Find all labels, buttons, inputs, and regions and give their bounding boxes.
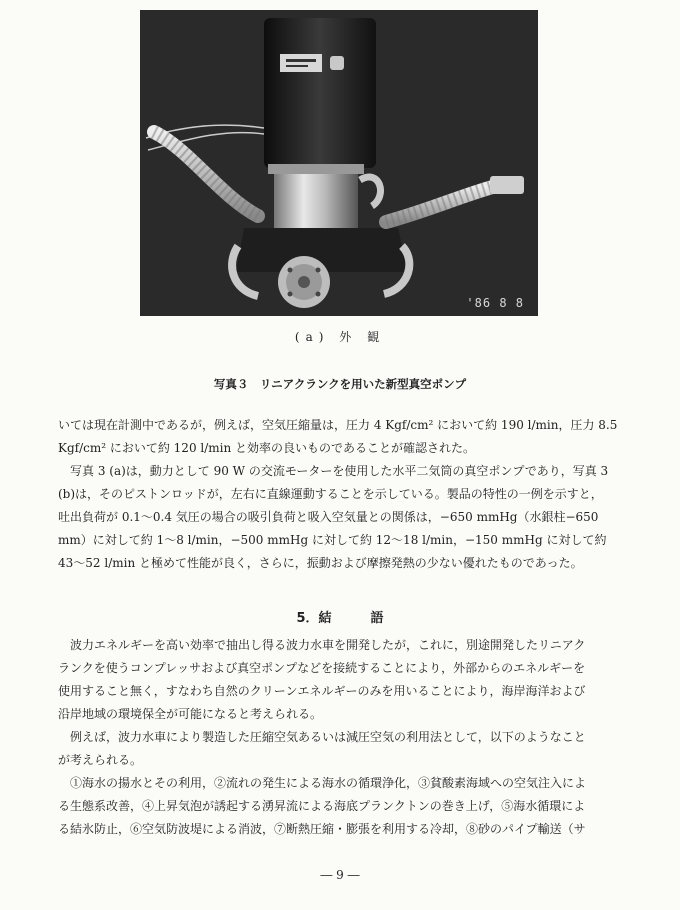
- text-line: Kgf/cm² において約 120 l/min と効率の良いものであることが確認された。: [58, 441, 476, 455]
- text-line: る結氷防止，⑥空気防波堤による消波，⑦断熱圧縮・膨張を利用する冷却，⑧砂のパイプ輸送（サ: [58, 822, 586, 836]
- page-number: ― 9 ―: [320, 868, 360, 882]
- paragraph-5: [58, 772, 630, 841]
- paragraph-2: [58, 460, 630, 575]
- text-line: 波力エネルギーを高い効率で抽出し得る波力水車を開発したが，これに，別途開発したリニアク: [70, 638, 586, 652]
- photo-subcaption: (a) 外 観: [294, 330, 386, 344]
- text-line: 例えば，波力水車により製造した圧縮空気あるいは減圧空気の利用法として，以下のようなこと: [70, 730, 586, 744]
- text-line: (b)は，そのピストンロッドが，左右に直線運動することを示している。製品の特性の一例を示すと，: [58, 487, 603, 501]
- pump-photo: [140, 10, 538, 316]
- vacuum-pump-image: [140, 10, 538, 316]
- text-line: ランクを使うコンプレッサおよび真空ポンプなどを接続することにより，外部からのエネルギーを: [58, 661, 586, 675]
- paragraph-4: [58, 726, 630, 772]
- photo-caption: 写真３ リニアクランクを用いた新型真空ポンプ: [213, 377, 467, 391]
- date-stamp: '86 8 8: [466, 296, 524, 310]
- text-line: ①海水の揚水とその利用，②流れの発生による海水の循環浄化，③貧酸素海域への空気注入によ: [70, 776, 587, 790]
- paragraph-3: [58, 634, 630, 726]
- text-line: 使用すること無く，すなわち自然のクリーンエネルギーのみを用いることにより，海岸海洋および: [58, 684, 586, 698]
- text-line: が考えられる。: [58, 753, 143, 767]
- text-line: る生態系改善，④上昇気泡が誘起する湧昇流による海底プランクトンの巻き上げ，⑤海水循環によ: [58, 799, 586, 813]
- text-line: 沿岸地域の環境保全が可能になると考えられる。: [58, 707, 323, 721]
- paragraph-1: [58, 414, 630, 460]
- text-line: 写真 3 (a)は，動力として 90 W の交流モーターを使用した水平二気筒の真空ポンプであり，写真 3: [70, 464, 609, 478]
- text-line: 43〜52 l/min と極めて性能が良く，さらに，振動および摩擦発熱の少ない優れたものであった。: [58, 556, 583, 570]
- section-heading: 5．結 語: [296, 611, 384, 626]
- text-line: mm）に対して約 1〜8 l/min，−500 mmHg に対して約 12〜18 l/min，−150 mmHg に対して約: [58, 533, 607, 547]
- text-line: 吐出負荷が 0.1〜0.4 気圧の場合の吸引負荷と吸入空気量との関係は，−650 mmHg（水銀柱−650: [58, 510, 599, 524]
- text-line: いては現在計測中であるが，例えば，空気圧縮量は，圧力 4 Kgf/cm² において約 190 l/min，圧力 8.5: [58, 418, 618, 432]
